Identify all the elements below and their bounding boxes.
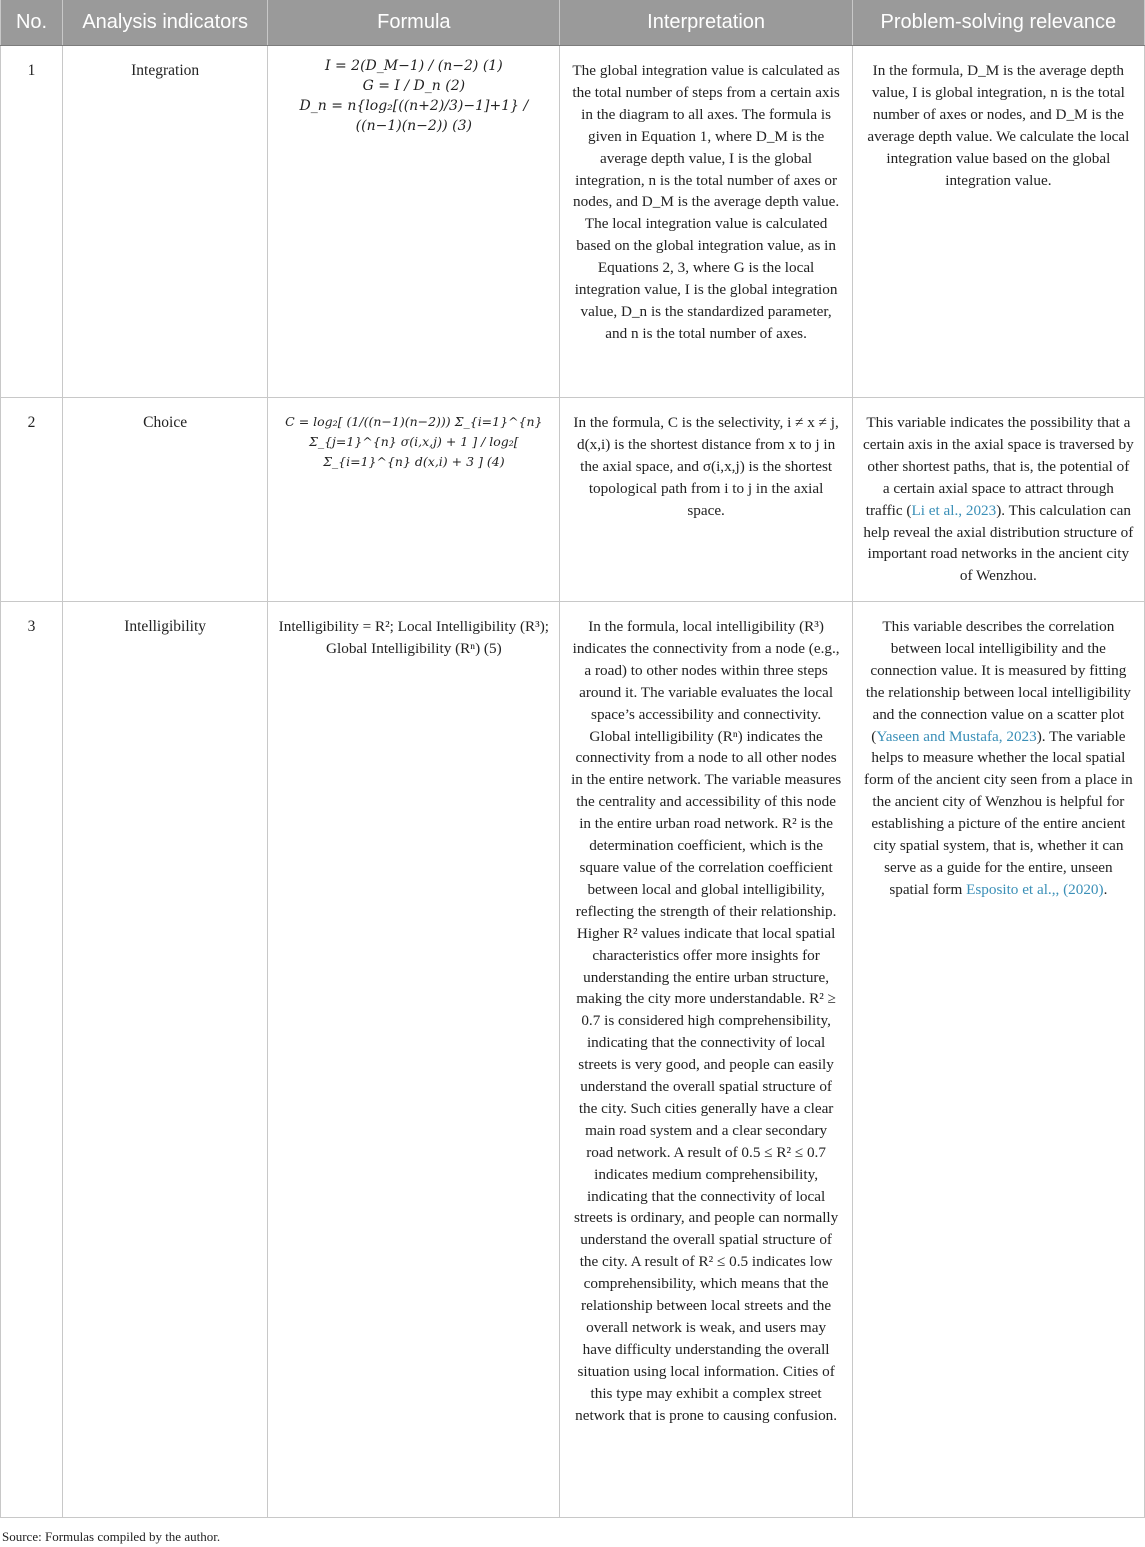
row-number: 1 [1, 46, 63, 398]
header-problem-solving-relevance: Problem-solving relevance [852, 0, 1144, 46]
relevance-cell: In the formula, D_M is the average depth value, I is global integration, n is the total number of axes or nodes, and D_M is the average depth value. We calculate the local integration value based on the global integration value. [852, 46, 1144, 398]
formula-line: C = log₂[ (1/((n−1)(n−2))) Σ_{i=1}^{n} Σ_{j=1}^{n} σ(i,x,j) + 1 ] / log₂[ Σ_{i=1}^{n} d(x,i) + 3 ] (4) [285, 414, 543, 469]
relevance-cell [852, 602, 1144, 1518]
formula-cell: Intelligibility = R²; Local Intelligibility (R³); Global Intelligibility (Rⁿ) (5) [268, 602, 560, 1518]
relevance-text: ). This calculation can help reveal the axial distribution structure of important road networks in the ancient city of Wenzhou. [863, 501, 1134, 585]
row-number: 3 [1, 602, 63, 1518]
interpretation-cell: In the formula, C is the selectivity, i ≠ x ≠ j, d(x,i) is the shortest distance from x to j in the axial space, and σ(i,x,j) is the shortest topological path from i to j in the axial space. [560, 398, 852, 602]
citation-link[interactable]: Esposito et al.,, (2020) [966, 880, 1104, 898]
header-analysis-indicators: Analysis indicators [63, 0, 268, 46]
formula-line: I = 2(D_M−1) / (n−2) (1) [325, 58, 503, 74]
indicator-name: Choice [63, 398, 268, 602]
indicator-name: Integration [63, 46, 268, 398]
relevance-text: ). The variable helps to measure whether the local spatial form of the ancient city seen from a place in the ancient city of Wenzhou is helpful for establishing a picture of the entire ancient city spatial system, that is, whether it can serve as a guide for the entire, unseen spatial form [864, 727, 1133, 898]
interpretation-cell: In the formula, local intelligibility (R³) indicates the connectivity from a node (e.g., a road) to other nodes within three steps around it. The variable evaluates the local space’s accessibility and connectivity. Global intelligibility (Rⁿ) indicates the connectivity from a node to all other nodes in the entire network. The variable measures the centrality and accessibility of this node in the entire urban road network. R² is the determination coefficient, which is the square value of the correlation coefficient between local and global intelligibility, reflecting the strength of their relationship. Higher R² values indicate that local spatial characteristics offer more insights for understanding the entire urban structure, making the city more understandable. R² ≥ 0.7 is considered high comprehensibility, indicating that the connectivity of local streets is very good, and people can easily understand the overall spatial structure of the city. Such cities generally have a clear main road system and a clear secondary road network. A result of 0.5 ≤ R² ≤ 0.7 indicates medium comprehensibility, indicating that the connectivity of local streets is ordinary, and people can normally understand the overall spatial structure of the city. A result of R² ≤ 0.5 indicates low comprehensibility, which means that the relationship between local streets and the overall network is weak, and users may have difficulty understanding the overall situation using local information. Cities of this type may exhibit a complex street network that is prone to causing confusion. [560, 602, 852, 1518]
table-row [1, 46, 1145, 398]
formula-line: D_n = n{log₂[((n+2)/3)−1]+1} / ((n−1)(n−2)) (3) [299, 98, 529, 134]
formula-cell [268, 398, 560, 602]
relevance-text: This variable indicates the possibility that a certain axis in the axial space is traversed by other shortest paths, that is, the potential of a certain axial space to attract through traffic ( [862, 414, 1134, 519]
relevance-cell [852, 398, 1144, 602]
interpretation-cell: The global integration value is calculated as the total number of steps from a certain axis in the diagram to all axes. The formula is given in Equation 1, where D_M is the average depth value, I is the global integration, n is the total number of axes or nodes, and D_M is the average depth value. The local integration value is calculated based on the global integration value, as in Equations 2, 3, where G is the local integration value, I is the global integration value, D_n is the standardized parameter, and n is the total number of axes. [560, 46, 852, 398]
table-row [1, 398, 1145, 602]
relevance-text: . [1103, 880, 1108, 898]
indicator-name: Intelligibility [63, 602, 268, 1518]
formula-cell [268, 46, 560, 398]
table-row [1, 602, 1145, 1518]
citation-link[interactable]: Yaseen and Mustafa, 2023 [876, 727, 1037, 745]
formula-line: G = I / D_n (2) [362, 78, 466, 94]
header-formula: Formula [268, 0, 560, 46]
header-no: No. [1, 0, 63, 46]
row-number: 2 [1, 398, 63, 602]
source-note: Source: Formulas compiled by the author. [2, 1529, 221, 1544]
table-header-row [1, 0, 1145, 46]
header-interpretation: Interpretation [560, 0, 852, 46]
citation-link[interactable]: Li et al., 2023 [911, 501, 997, 519]
relevance-text: This variable describes the correlation between local intelligibility and the connection value. It is measured by fitting the relationship between local intelligibility and the connection value on a scatter plot ( [865, 618, 1131, 745]
